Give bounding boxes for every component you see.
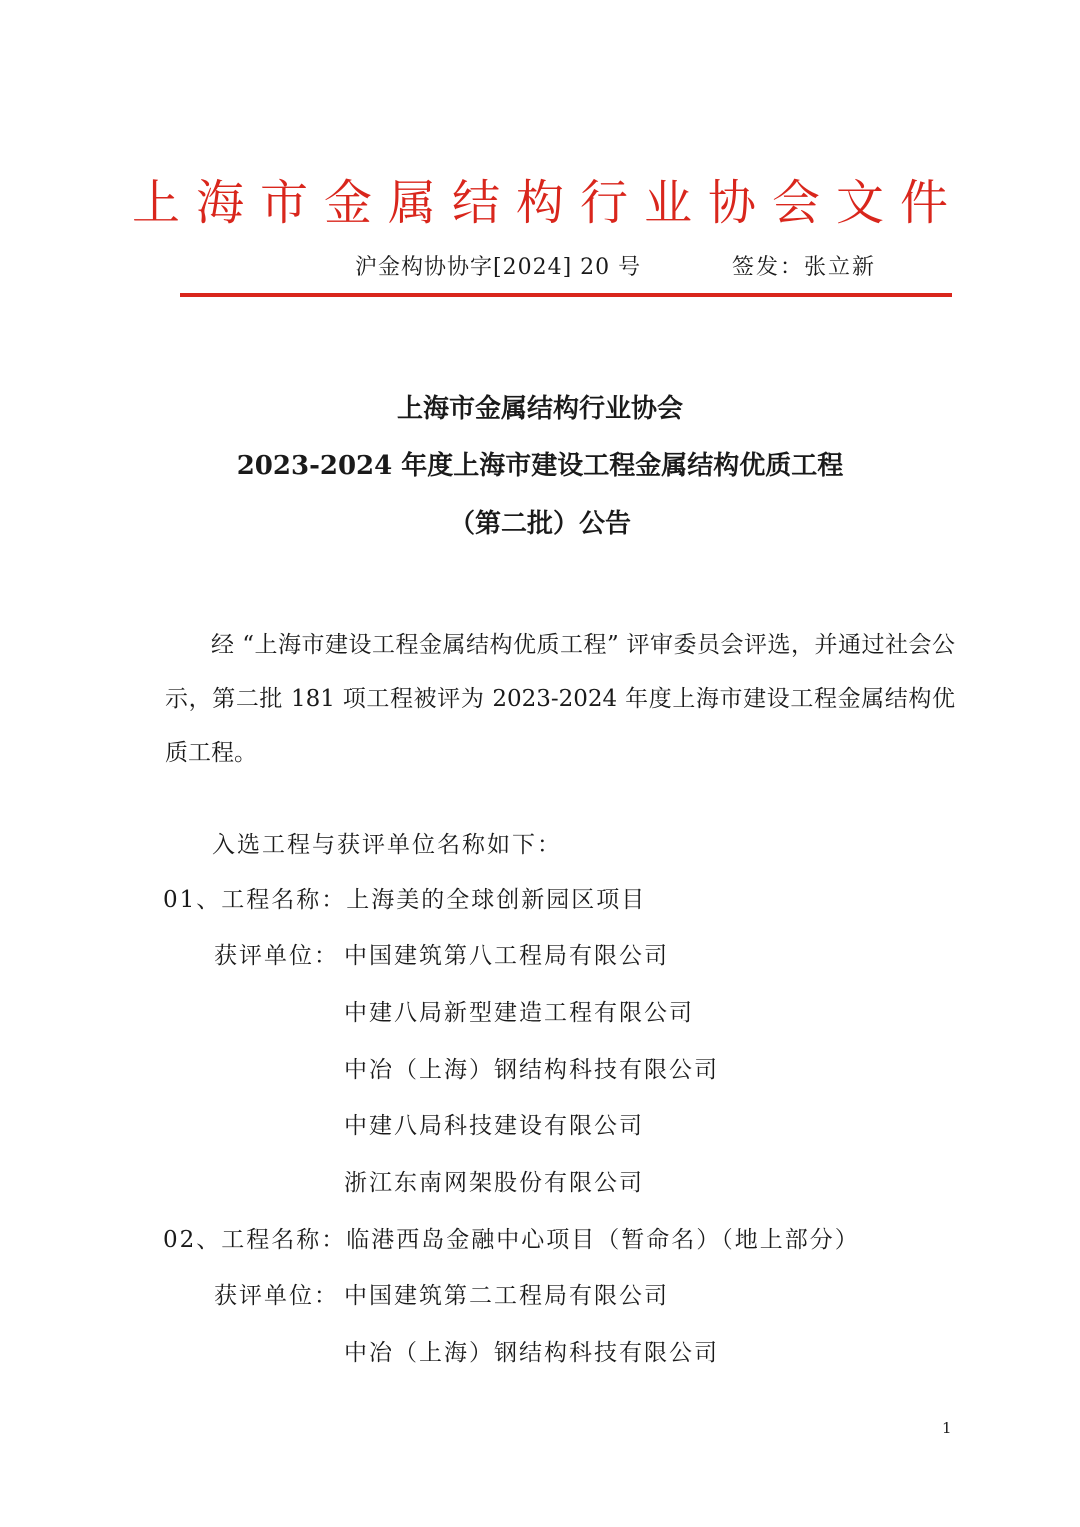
document-number: 沪金构协协字[2024] 20 号 xyxy=(355,255,642,280)
page-number: 1 xyxy=(942,1419,952,1437)
project-2-units-label: 获评单位： xyxy=(214,1283,339,1309)
project-1-units-label: 获评单位： xyxy=(214,943,339,969)
list-intro: 入选工程与获评单位名称如下： xyxy=(212,832,562,858)
project-2-unit: 中国建筑第二工程局有限公司 xyxy=(344,1283,669,1309)
project-1-unit: 中国建筑第八工程局有限公司 xyxy=(344,943,669,969)
project-2-name: 02、工程名称：临港西岛金融中心项目（暂命名）（地上部分） xyxy=(163,1227,860,1253)
intro-paragraph: 经 “上海市建设工程金属结构优质工程” 评审委员会评选，并通过社会公示，第二批 181 项工程被评为 2023-2024 年度上海市建设工程金属结构优质工程。 xyxy=(165,632,955,766)
header-divider xyxy=(180,293,952,297)
notice-title-line-1: 上海市金属结构行业协会 xyxy=(396,394,683,424)
notice-title-line-3: （第二批）公告 xyxy=(448,509,631,539)
notice-title-line-2: 2023-2024 年度上海市建设工程金属结构优质工程 xyxy=(236,451,844,481)
project-2-unit: 中冶（上海）钢结构科技有限公司 xyxy=(344,1340,719,1366)
project-1-unit: 中建八局科技建设有限公司 xyxy=(344,1113,644,1139)
project-1-unit: 浙江东南网架股份有限公司 xyxy=(344,1170,644,1196)
document-header-title: 上海市金属结构行业协会文件 xyxy=(131,175,964,231)
project-1-unit: 中建八局新型建造工程有限公司 xyxy=(344,1000,694,1026)
project-1-unit: 中冶（上海）钢结构科技有限公司 xyxy=(344,1057,719,1083)
signer: 签发：张立新 xyxy=(732,255,877,280)
project-1-name: 01、工程名称：上海美的全球创新园区项目 xyxy=(163,887,647,913)
